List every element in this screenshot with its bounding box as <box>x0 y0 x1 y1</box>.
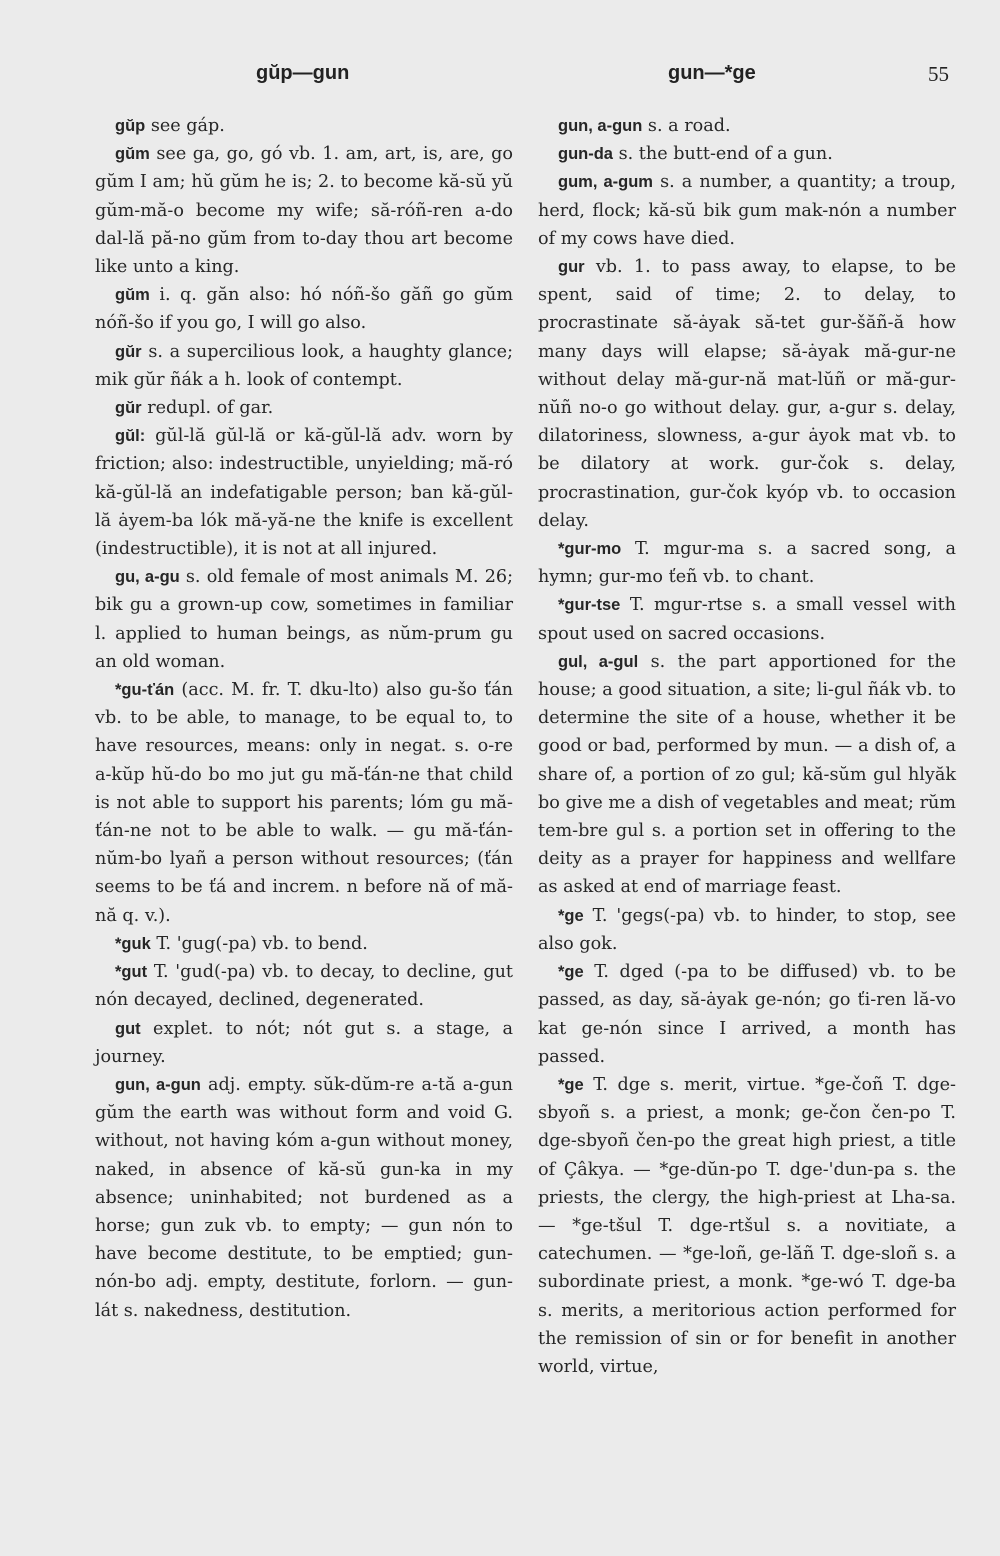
entry-headword: *gu-ťán <box>115 681 175 700</box>
dictionary-entry <box>95 422 513 563</box>
dictionary-entry <box>538 591 956 647</box>
dictionary-entry <box>538 535 956 591</box>
entry-headword: gun, a-gun <box>558 117 643 135</box>
entry-headword: gŭm <box>115 145 150 164</box>
dictionary-entry <box>538 648 956 902</box>
entry-definition: explet. to nót; nót gut s. a stage, a journey. <box>95 1018 514 1067</box>
entry-headword: *gur-mo <box>558 540 622 559</box>
page-number: 55 <box>928 62 949 86</box>
entry-definition: T. mgur-rtse s. a small vessel with spout used on sacred occasions. <box>538 595 956 644</box>
entry-definition: T. 'gud(-pa) vb. to decay, to decline, gut nón decayed, declined, degenerated. <box>95 962 513 1011</box>
dictionary-entry <box>95 140 513 281</box>
entry-definition: s. a number, a quantity; a troup, herd, flock; kă-sŭ bik gum mak-nón a number of my cows have died. <box>538 172 956 249</box>
dictionary-entry <box>538 168 956 253</box>
entry-definition: T. 'gug(-pa) vb. to bend. <box>156 933 368 954</box>
entry-definition: s. a road. <box>647 116 731 136</box>
dictionary-entry <box>95 930 513 958</box>
entry-headword: gŭr <box>115 342 142 361</box>
entry-headword: gŭl: <box>115 427 146 446</box>
dictionary-entry <box>95 1015 513 1071</box>
dictionary-entry <box>95 281 513 337</box>
entry-headword: *ge <box>558 906 584 925</box>
entry-headword: gum, a-gum <box>558 173 653 192</box>
entry-headword: gul, a-gul <box>558 652 639 671</box>
right-column <box>538 112 956 1381</box>
dictionary-entry <box>538 112 956 140</box>
entry-definition: vb. 1. to pass away, to elapse, to be spent, said of time; 2. to delay, to procrastinate să-ȧyak să-tet gur-šăñ-ă how many days will elapse; să-ȧyak mă-gur-ne without delay mă-gur-nă mat-lŭñ or mă-gur-nŭñ no-o go without delay. gur, a-gur s. delay, dilatoriness, slowness, a-gur ȧyok mat vb. to be dilatory at work. gur-čok s. delay, procrastination, gur-čok kyóp vb. to occasion delay. <box>538 257 956 531</box>
dictionary-entry <box>95 394 513 422</box>
dictionary-entry <box>95 563 513 676</box>
entry-definition: T. dge s. merit, virtue. *ge-čoñ T. dge-sbyoñ s. a priest, a monk; ge-čon čen-po T. dge-sbyoñ čen-po the great high priest, a title of Çâkya. — *ge-dŭn-po T. dge-'dun-pa s. the priests, the clergy, the high-priest at Lha-sa. — *ge-tšul T. dge-rtšul s. a novitiate, a catechumen. — *ge-loñ, ge-lăñ T. dge-sloñ s. a subordinate priest, a monk. *ge-wó T. dge-ba s. merits, a meritorious action performed for the remission of sin or for benefit in another world, virtue, <box>538 1074 956 1377</box>
entry-definition: s. the butt-end of a gun. <box>618 144 833 165</box>
dictionary-entry <box>538 140 956 168</box>
entry-definition: adj. empty. sŭk-dŭm-re a-tă a-gun gŭm the earth was without form and void G. without, not having kóm a-gun without money, naked, in absence of kă-sŭ gun-ka in my absence; uninhabited; not burdened as a horse; gun zuk vb. to empty; — gun nón to have become destitute, to be emptied; gun-nón-bo adj. empty, destitute, forlorn. — gun-lát s. nakedness, destitution. <box>95 1074 513 1321</box>
dictionary-entry <box>95 676 513 930</box>
entry-definition: (acc. M. fr. T. dku-lto) also gu-šo ťán vb. to be able, to manage, to be equal to, to have resources, means: only in negat. s. o-re a-kŭp hŭ-do bo mo jut gu mă-ťán-ne that child is not able to support his parents; lóm gu mă-ťán-ne not to be able to walk. — gu mă-ťán-nŭm-bo lyañ a person without resources; (ťán seems to be ťá and increm. n before nă of mă-nă q. v.). <box>95 680 514 926</box>
entry-headword: *gur-tse <box>558 596 621 615</box>
dictionary-entry <box>538 958 956 1071</box>
dictionary-entry <box>538 902 956 958</box>
dictionary-entry <box>538 253 956 535</box>
entry-headword: *ge <box>558 963 584 982</box>
entry-headword: gŭm <box>115 286 150 305</box>
dictionary-entry <box>95 338 513 394</box>
entry-definition: i. q. găn also: hó nóñ-šo găñ go gŭm nóñ-šo if you go, I will go also. <box>95 285 514 334</box>
entry-definition: gŭl-lă gŭl-lă or kă-gŭl-lă adv. worn by friction; also: indestructible, unyielding; mă-ró kă-gŭl-lă an indefatigable person; ban kă-gŭl-lă ȧyem-ba lók mă-yă-ne the knife is excellent (indestructible), it is not at all injured. <box>95 426 513 560</box>
running-head-left: gŭp—gun <box>256 62 350 84</box>
entry-definition: T. 'gegs(-pa) vb. to hinder, to stop, see also gok. <box>538 905 957 954</box>
entry-headword: gur <box>558 258 585 277</box>
dictionary-entry <box>95 958 513 1014</box>
entry-headword: gun-da <box>558 145 613 164</box>
entry-definition: s. the part apportioned for the house; a good situation, a site; li-gul ñák vb. to determine the site of a house, whether it be good or bad, performed by mun. — a dish of, a share of, a portion of zo gul; kă-sŭm gul hlyăk bo give me a dish of vegetables and meat; rŭm tem-bre gul s. a portion set in offering to the deity as a prayer for happiness and wellfare as asked at end of marriage feast. <box>538 651 956 898</box>
entry-definition: see ga, go, gó vb. 1. am, art, is, are, go gŭm I am; hŭ gŭm he is; 2. to become kă-sŭ yŭ gŭm-mă-o become my wife; să-róñ-ren a-do dal-lă pă-no gŭm from to-day thou art become like unto a king. <box>95 144 514 278</box>
entry-headword: *gut <box>115 963 148 982</box>
entry-headword: gŭr <box>115 399 142 418</box>
entry-definition: T. dged (-pa to be diffused) vb. to be passed, as day, să-ȧyak ge-nón; go ťi-ren lă-vo kat ge-nón since I arrived, a month has passed. <box>538 962 956 1067</box>
entry-headword: *ge <box>558 1075 584 1094</box>
entry-headword: *guk <box>115 934 151 953</box>
running-head-right: gun—*ge <box>668 62 756 84</box>
entry-headword: gut <box>115 1019 141 1038</box>
entry-definition: redupl. of gar. <box>147 398 274 419</box>
entry-headword: gŭp <box>115 117 146 135</box>
left-column <box>95 112 513 1325</box>
entry-headword: gun, a-gun <box>115 1075 201 1094</box>
entry-definition: see gáp. <box>150 116 225 136</box>
dictionary-entry <box>538 1071 956 1381</box>
entry-definition: s. old female of most animals M. 26; bik gu a grown-up cow, sometimes in familiar l. applied to human beings, as nŭm-prum gu an old woman. <box>95 567 514 672</box>
dictionary-entry <box>95 112 513 140</box>
dictionary-entry <box>95 1071 513 1325</box>
entry-definition: T. mgur-ma s. a sacred song, a hymn; gur-mo ťeñ vb. to chant. <box>538 539 956 588</box>
entry-headword: gu, a-gu <box>115 568 180 587</box>
entry-definition: s. a supercilious look, a haughty glance; mik gŭr ñák a h. look of contempt. <box>95 341 514 390</box>
